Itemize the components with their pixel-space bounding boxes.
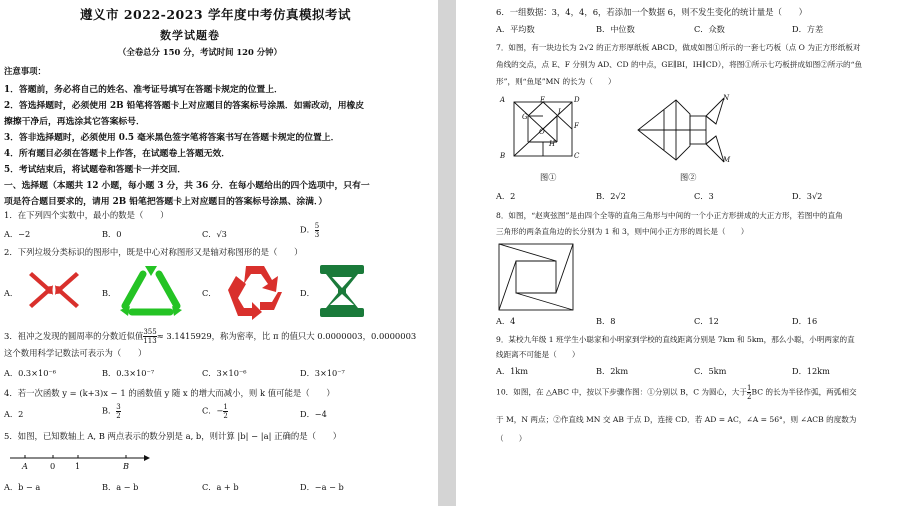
page-right	[456, 0, 900, 506]
page-left	[0, 0, 438, 506]
q2-option-d: D．	[300, 288, 315, 298]
fig1-label-a: A	[500, 96, 506, 104]
fig2-label-m: M	[723, 156, 731, 164]
q8-option-d: D．16	[792, 316, 818, 326]
q7-stem-3: 形”，则“鱼尾”MN 的长为（ ）	[496, 77, 616, 86]
q7-option-c: C．3	[694, 191, 714, 201]
fig1-label-o: O	[539, 128, 545, 136]
note-3: 3．答非选择题时，必须使用 0.5 毫米黑色签字笔将答案书写在答题卡规定的位置上．	[4, 133, 340, 143]
q10-stem-3: （ ）	[496, 434, 527, 443]
q7-option-d: D．3√2	[792, 191, 823, 201]
q10-stem-b: BC 的长为半径作弧，两弧相交	[751, 387, 857, 397]
fig1-label-d: D	[574, 96, 580, 104]
exam-info: （全卷总分 150 分，考试时间 120 分钟）	[118, 47, 282, 57]
recycle-symbol-d-hourglass	[318, 263, 366, 319]
q10-stem	[496, 384, 857, 401]
q10-stem-a: 10．如图，在 △ABC 中，按以下步骤作图：①分别以 B，C 为圆心，大于	[496, 387, 747, 397]
q6-stem: 6．一组数据：3，4，4，6，若添加一个数据 6，则不发生变化的统计量是（ ）	[496, 7, 808, 17]
q5-option-a: A．b − a	[4, 482, 41, 492]
q1-option-a: A．−2	[4, 229, 31, 239]
axis-label-one: 1	[75, 461, 81, 471]
q4-option-c-label: C．−	[202, 405, 224, 416]
q3-fraction	[143, 328, 156, 345]
q8-zhao-shuang-diagram	[498, 243, 574, 311]
note-2-cont: 擦擦干净后，再选涂其它答案标号．	[4, 117, 145, 127]
q9-option-a: A．1km	[496, 366, 529, 376]
axis-label-a: A	[22, 461, 28, 471]
q9-option-c: C．5km	[694, 366, 727, 376]
q3-option-c: C．3×10⁻⁶	[202, 368, 247, 378]
q7-stem-1: 7．如图，有一块边长为 2√2 的正方形厚纸板 ABCD，做成如图①所示的一套七巧板（点 O 为正方形纸板对	[496, 43, 861, 52]
q4-stem: 4．若一次函数 y = (k+3)x − 1 的函数值 y 随 x 的增大而减小，则 k 值可能是（ ）	[4, 388, 335, 398]
q1-option-d	[300, 222, 319, 239]
q8-option-b: B．8	[596, 316, 616, 326]
axis-label-zero: 0	[50, 461, 56, 471]
q2-option-c: C．	[202, 288, 217, 298]
q6-option-b: B．中位数	[596, 24, 635, 34]
q4-option-b-label: B．	[102, 405, 117, 416]
q1-frac-den: 3	[314, 231, 320, 239]
q10-frac-num: 1	[747, 384, 752, 392]
section-heading-1: 一、选择题（本题共 12 小题，每小题 3 分，共 36 分．在每小题给出的四个选项中，只有一	[4, 181, 370, 191]
fig2-caption: 图②	[680, 172, 697, 182]
q4-b-num: 3	[116, 403, 121, 411]
q7-option-a: A．2	[496, 191, 516, 201]
q8-option-a: A．4	[496, 316, 516, 326]
q5-stem: 5．如图，已知数轴上 A, B 两点表示的数分别是 a, b，则计算 |b| − |a| 正确的是（ ）	[4, 431, 342, 441]
q7-option-b: B．2√2	[596, 191, 626, 201]
q4-option-b	[102, 403, 121, 420]
q1-option-b: B．0	[102, 229, 122, 239]
fig1-label-c: C	[574, 152, 580, 160]
q5-option-d: D．−a − b	[300, 482, 344, 492]
q10-frac-den: 2	[747, 393, 752, 401]
q6-option-a: A．平均数	[496, 24, 535, 34]
fig2-label-n: N	[723, 94, 730, 102]
number-line-arrow	[144, 455, 150, 461]
q7-stem-2: 角线的交点，点 E、F 分别为 AD、CD 的中点，GE∥BI，IH∥CD），将图①所示七巧板拼成如图②所示的“鱼	[496, 60, 863, 69]
q1-option-c: C．√3	[202, 229, 227, 239]
q3-stem-b: ≈ 3.1415929，称为密率，比 π 的值只大 0.0000003，0.0000003	[156, 331, 417, 341]
q1-frac-num: 5	[314, 222, 320, 230]
note-4: 4．所有题目必须在答题卡上作答，在试题卷上答题无效．	[4, 149, 231, 159]
q2-stem: 2．下列垃圾分类标识的图形中，既是中心对称图形又是轴对称图形的是（ ）	[4, 247, 303, 257]
exam-title: 遵义市 2022-2023 学年度中考仿真模拟考试	[80, 7, 351, 22]
fig1-label-g: G	[522, 113, 528, 121]
q7-figure-2-fish	[636, 94, 732, 166]
note-1: 1．答题前，务必将自己的姓名、准考证号填写在答题卡规定的位置上．	[4, 85, 283, 95]
q4-option-a: A．2	[4, 409, 24, 419]
q9-stem-1: 9．某校九年级 1 班学生小聪家和小明家到学校的直线距离分别是 7km 和 5km，那么小聪，小明两家的直	[496, 335, 855, 344]
note-5: 5．考试结束后，将试题卷和答题卡一并交回．	[4, 165, 187, 175]
q3-stem-a: 3．祖冲之发现的圆周率的分数近似值	[4, 331, 144, 341]
q4-b-den: 2	[116, 412, 121, 420]
q3-option-b: B．0.3×10⁻⁷	[102, 368, 155, 378]
q5-option-c: C．a + b	[202, 482, 239, 492]
q4-c-den: 2	[223, 412, 228, 420]
fig1-label-h: H	[549, 140, 556, 148]
q4-c-num: 1	[223, 403, 228, 411]
q3-stem-2: 这个数用科学记数法可表示为（ ）	[4, 348, 147, 358]
fig1-label-b: B	[500, 152, 506, 160]
q3-stem	[4, 328, 416, 345]
q1-fraction	[315, 222, 319, 239]
recycle-symbol-c-red	[224, 262, 286, 320]
fig1-caption: 图①	[540, 172, 557, 182]
q9-option-b: B．2km	[596, 366, 629, 376]
q8-stem-1: 8．如图，“赵爽弦图”是由四个全等的直角三角形与中间的一个小正方形拼成的大正方形，若图中的直角	[496, 211, 843, 220]
q7-figure-1-tangram	[506, 100, 586, 160]
axis-label-b: B	[123, 461, 130, 471]
q6-option-c: C．众数	[694, 24, 725, 34]
q3-option-a: A．0.3×10⁻⁶	[4, 368, 57, 378]
q9-stem-2: 线距离不可能是（ ）	[496, 350, 580, 359]
exam-subtitle: 数学试题卷	[160, 29, 220, 42]
section-heading-2: 项是符合题目要求的，请用 2B 铅笔把答题卡上对应题目的答案标号涂黑、涂满．）	[4, 197, 328, 207]
q3-frac-den: 113	[143, 337, 157, 345]
page-gap	[438, 0, 456, 506]
fig1-label-e: E	[540, 96, 546, 104]
q1-option-d-label: D．	[300, 224, 315, 235]
q4-b-fraction	[116, 403, 120, 420]
q9-option-d: D．12km	[792, 366, 830, 376]
recycle-symbol-a-red-arrows	[26, 266, 82, 314]
q8-option-c: C．12	[694, 316, 719, 326]
notes-heading: 注意事项：	[4, 66, 46, 76]
q3-option-d: D．3×10⁻⁷	[300, 368, 345, 378]
q5-option-b: B．a − b	[102, 482, 139, 492]
q4-c-fraction	[223, 403, 227, 420]
fig1-label-i: I	[558, 108, 561, 116]
q2-option-b: B．	[102, 288, 117, 298]
q4-option-d: D．−4	[300, 409, 327, 419]
q6-option-d: D．方差	[792, 24, 824, 34]
q1-stem: 1．在下列四个实数中，最小的数是（ ）	[4, 210, 169, 220]
q3-frac-num: 355	[143, 328, 157, 336]
fig1-label-f: F	[574, 122, 579, 130]
q4-option-c	[202, 403, 228, 420]
recycle-symbol-b-green-triangle	[118, 264, 184, 318]
note-2: 2．答选择题时，必须使用 2B 铅笔将答题卡上对应题目的答案标号涂黑．如需改动，用橡皮	[4, 101, 365, 111]
q10-stem-2: 于 M，N 两点；②作直线 MN 交 AB 于点 D，连接 CD．若 AD = AC，∠A = 56°，则 ∠ACB 的度数为	[496, 415, 857, 424]
q8-stem-2: 三角形的两条直角边的长分别为 1 和 3，则中间小正方形的周长是（ ）	[496, 227, 749, 236]
q2-option-a: A．	[4, 288, 19, 298]
